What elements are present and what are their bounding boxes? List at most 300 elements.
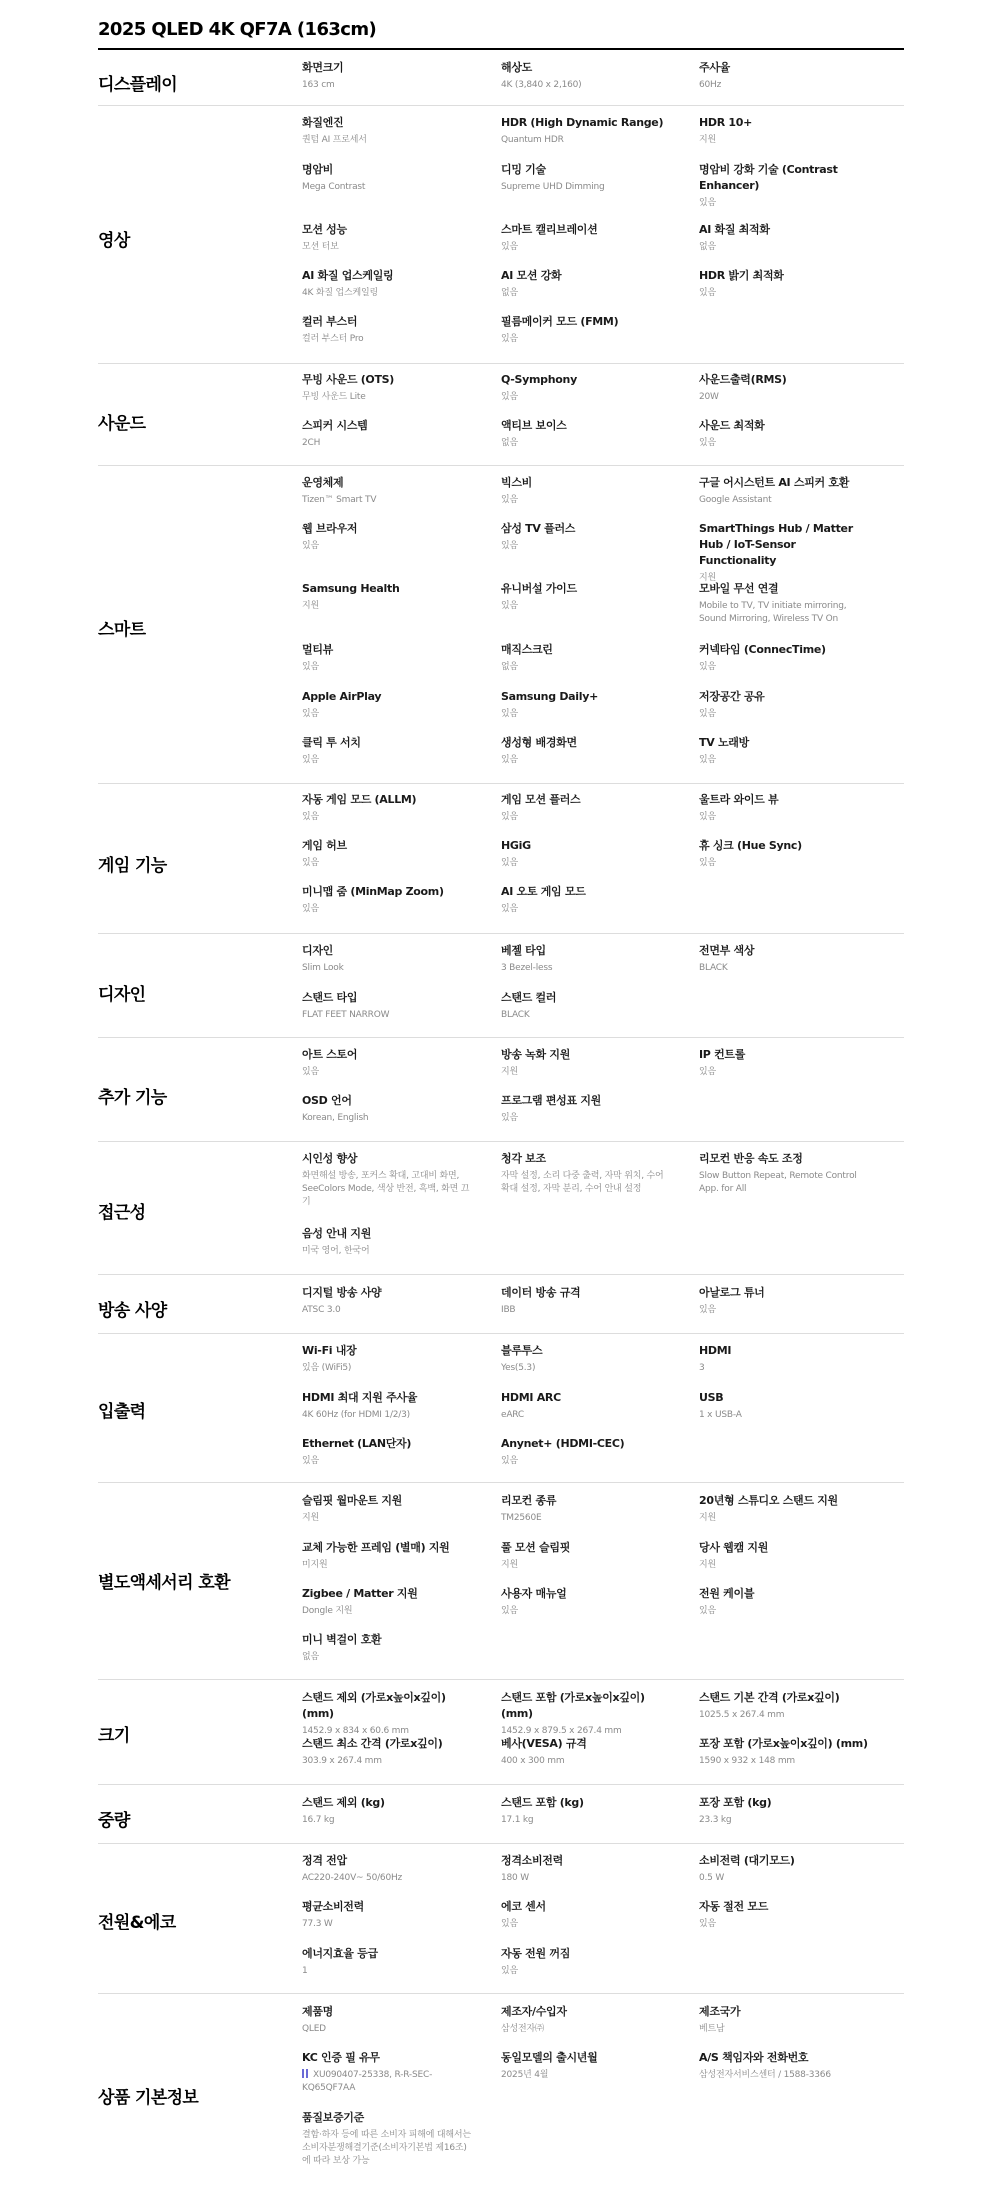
spec-item <box>699 372 869 404</box>
spec-value: 있음 <box>699 198 716 208</box>
spec-value: 있음 <box>699 1919 716 1929</box>
spec-value: 있음 <box>501 1966 518 1976</box>
section-heading: 디스플레이 <box>98 75 178 95</box>
spec-value: 1452.9 x 879.5 x 267.4 mm <box>501 1726 622 1736</box>
spec-value: 미지원 <box>302 1560 328 1570</box>
spec-label: 제조국가 <box>699 2005 741 2018</box>
spec-item <box>501 1285 671 1317</box>
spec-value: 있음 <box>501 541 518 551</box>
spec-label: TV 노래방 <box>699 736 749 749</box>
spec-item <box>501 1436 671 1468</box>
spec-value: Supreme UHD Dimming <box>501 182 605 192</box>
spec-value: 있음 <box>501 755 518 765</box>
spec-item <box>501 990 671 1022</box>
spec-value: 있음 <box>302 709 319 719</box>
spec-label: 리모컨 종류 <box>501 1494 557 1507</box>
spec-value: 지원 <box>699 135 716 145</box>
spec-label: 휴 싱크 (Hue Sync) <box>699 839 802 852</box>
spec-label: 화면크기 <box>302 61 344 74</box>
spec-item <box>699 943 869 975</box>
section-heading: 추가 기능 <box>98 1088 167 1108</box>
spec-item <box>699 162 869 210</box>
spec-value: Dongle 지원 <box>302 1606 353 1616</box>
spec-item <box>501 1390 671 1422</box>
spec-item <box>699 1343 869 1375</box>
spec-label: 스탠드 타입 <box>302 991 358 1004</box>
spec-item <box>699 1540 869 1572</box>
spec-item <box>501 1690 671 1738</box>
spec-label: 디자인 <box>302 944 333 957</box>
spec-label: 베젤 타입 <box>501 944 546 957</box>
spec-item <box>302 990 472 1022</box>
spec-label: 아트 스토어 <box>302 1048 358 1061</box>
spec-item <box>699 222 869 254</box>
spec-value: 화면해설 방송, 포커스 확대, 고대비 화면, SeeColors Mode, 색상 반전, 흑백, 화면 끄기 <box>302 1171 470 1207</box>
spec-label: 프로그램 편성표 지원 <box>501 1094 601 1107</box>
section-divider <box>98 1784 904 1785</box>
spec-item <box>302 372 472 404</box>
spec-item <box>302 1690 472 1738</box>
spec-item <box>501 1795 671 1827</box>
spec-value: 있음 <box>699 662 716 672</box>
spec-label: 에코 센서 <box>501 1900 546 1913</box>
spec-label: 삼성 TV 플러스 <box>501 522 576 535</box>
spec-item <box>699 1795 869 1827</box>
spec-value: 없음 <box>501 288 518 298</box>
spec-label: 슬림핏 월마운트 지원 <box>302 1494 402 1507</box>
spec-item <box>302 884 472 916</box>
spec-label: 블루투스 <box>501 1344 543 1357</box>
spec-item <box>501 1853 671 1885</box>
spec-label: 동일모델의 출시년월 <box>501 2051 598 2064</box>
spec-item <box>699 475 869 507</box>
section-heading: 사운드 <box>98 414 146 434</box>
spec-label: 제조자/수입자 <box>501 2005 567 2018</box>
spec-item <box>302 2050 472 2095</box>
spec-label: 명암비 <box>302 163 333 176</box>
spec-label: 스탠드 제외 (가로x높이x깊이)(mm) <box>302 1691 446 1720</box>
spec-label: HDR 밝기 최적화 <box>699 269 784 282</box>
spec-item <box>501 581 671 613</box>
spec-label: Samsung Health <box>302 582 400 595</box>
spec-item <box>302 475 472 507</box>
spec-label: IP 컨트롤 <box>699 1048 746 1061</box>
spec-label: 품질보증기준 <box>302 2111 364 2124</box>
spec-value: 1590 x 932 x 148 mm <box>699 1756 795 1766</box>
spec-label: HDMI <box>699 1344 732 1357</box>
spec-label: 전면부 색상 <box>699 944 755 957</box>
spec-item <box>501 475 671 507</box>
spec-value: 있음 <box>699 1606 716 1616</box>
spec-item <box>699 418 869 450</box>
spec-label: A/S 책임자와 전화번호 <box>699 2051 809 2064</box>
spec-label: HDMI 최대 지원 주사율 <box>302 1391 418 1404</box>
spec-label: 멀티뷰 <box>302 643 333 656</box>
spec-item <box>501 1946 671 1978</box>
spec-value: Mobile to TV, TV initiate mirroring, Sound Mirroring, Wireless TV On <box>699 601 847 624</box>
spec-value: 있음 <box>501 812 518 822</box>
spec-item <box>302 1390 472 1422</box>
spec-value: 있음 <box>501 904 518 914</box>
spec-item <box>501 642 671 674</box>
spec-item <box>302 1047 472 1079</box>
spec-label: HGiG <box>501 839 531 852</box>
spec-value: IBB <box>501 1305 516 1315</box>
spec-value: Quantum HDR <box>501 135 564 145</box>
spec-value: 있음 <box>699 438 716 448</box>
spec-label: AI 화질 업스케일링 <box>302 269 394 282</box>
spec-value: 삼성전자㈜ <box>501 2024 544 2034</box>
spec-item <box>302 2004 472 2036</box>
spec-item <box>699 838 869 870</box>
spec-item <box>501 521 671 553</box>
spec-label: 게임 허브 <box>302 839 347 852</box>
spec-value: 있음 <box>501 1456 518 1466</box>
section-heading: 입출력 <box>98 1402 146 1422</box>
spec-value: Google Assistant <box>699 495 772 505</box>
spec-item <box>699 2004 869 2036</box>
spec-value: 17.1 kg <box>501 1815 534 1825</box>
spec-value: 163 cm <box>302 80 335 90</box>
spec-item <box>699 792 869 824</box>
spec-item <box>501 1093 671 1125</box>
spec-item <box>302 735 472 767</box>
section-divider <box>98 105 904 106</box>
spec-item <box>699 521 869 585</box>
spec-label: 미니맵 줌 (MinMap Zoom) <box>302 885 444 898</box>
spec-value: 있음 <box>302 1067 319 1077</box>
section-heading: 디자인 <box>98 985 146 1005</box>
spec-item <box>501 60 671 92</box>
page-title: 2025 QLED 4K QF7A (163cm) <box>98 19 377 40</box>
spec-label: 당사 웹캠 지원 <box>699 1541 769 1554</box>
spec-item <box>699 1853 869 1885</box>
spec-value: 있음 <box>302 858 319 868</box>
spec-item <box>501 162 671 194</box>
spec-item <box>302 1736 472 1768</box>
spec-value: 1452.9 x 834 x 60.6 mm <box>302 1726 409 1736</box>
spec-item <box>699 735 869 767</box>
spec-value: ATSC 3.0 <box>302 1305 341 1315</box>
spec-item <box>302 1493 472 1525</box>
spec-value: 16.7 kg <box>302 1815 335 1825</box>
spec-label: 스탠드 최소 간격 (가로x깊이) <box>302 1737 443 1750</box>
spec-value: 있음 <box>501 1113 518 1123</box>
spec-label: Apple AirPlay <box>302 690 382 703</box>
spec-label: 디지털 방송 사양 <box>302 1286 382 1299</box>
spec-value: 컬러 부스터 Pro <box>302 334 364 344</box>
spec-item <box>501 884 671 916</box>
spec-item <box>699 268 869 300</box>
spec-value: 삼성전자서비스센터 / 1588-3366 <box>699 2070 831 2080</box>
spec-label: 포장 포함 (kg) <box>699 1796 772 1809</box>
spec-value: QLED <box>302 2024 326 2034</box>
spec-label: 포장 포함 (가로x높이x깊이) (mm) <box>699 1737 868 1750</box>
spec-value: 지원 <box>302 601 319 611</box>
section-divider <box>98 1333 904 1334</box>
spec-label: 게임 모션 플러스 <box>501 793 581 806</box>
spec-label: 유니버설 가이드 <box>501 582 577 595</box>
spec-value: 4K 화질 업스케일링 <box>302 288 379 298</box>
spec-value: 1 <box>302 1966 308 1976</box>
spec-item <box>699 1899 869 1931</box>
spec-value: 있음 <box>501 334 518 344</box>
spec-item <box>501 2050 671 2082</box>
spec-value: 60Hz <box>699 80 722 90</box>
spec-item <box>302 60 472 92</box>
spec-item <box>699 1690 869 1722</box>
spec-label: 저장공간 공유 <box>699 690 765 703</box>
spec-value: 있음 <box>302 812 319 822</box>
spec-item <box>501 792 671 824</box>
spec-label: Samsung Daily+ <box>501 690 599 703</box>
spec-item <box>699 1285 869 1317</box>
spec-value: 있음 <box>501 601 518 611</box>
spec-value: 77.3 W <box>302 1919 333 1929</box>
spec-label: 클릭 투 서치 <box>302 736 361 749</box>
spec-label: 음성 안내 지원 <box>302 1227 372 1240</box>
section-divider <box>98 933 904 934</box>
spec-item <box>699 2050 869 2082</box>
spec-label: 베사(VESA) 규격 <box>501 1737 587 1750</box>
spec-item <box>302 792 472 824</box>
spec-item <box>302 1540 472 1572</box>
spec-value: Slim Look <box>302 963 344 973</box>
spec-label: 명암비 강화 기술 (Contrast Enhancer) <box>699 163 838 192</box>
section-divider <box>98 1037 904 1038</box>
section-heading: 방송 사양 <box>98 1301 167 1321</box>
spec-value: 지원 <box>699 573 716 583</box>
spec-item <box>302 1946 472 1978</box>
spec-label: 소비전력 (대기모드) <box>699 1854 795 1867</box>
spec-value: 모션 터보 <box>302 242 339 252</box>
spec-label: 스탠드 컬러 <box>501 991 557 1004</box>
spec-value: AC220-240V~ 50/60Hz <box>302 1873 403 1883</box>
spec-value: Tizen™ Smart TV <box>302 495 377 505</box>
spec-item <box>699 1047 869 1079</box>
spec-label: 스탠드 포함 (kg) <box>501 1796 584 1809</box>
spec-item <box>501 372 671 404</box>
spec-label: 빅스비 <box>501 476 532 489</box>
spec-item <box>302 314 472 346</box>
spec-label: 울트라 와이드 뷰 <box>699 793 779 806</box>
spec-label: USB <box>699 1391 724 1404</box>
spec-label: AI 오토 게임 모드 <box>501 885 586 898</box>
spec-value: 지원 <box>501 1067 518 1077</box>
spec-value: 4K 60Hz (for HDMI 1/2/3) <box>302 1410 410 1420</box>
spec-value: 있음 <box>501 1919 518 1929</box>
spec-item <box>302 268 472 300</box>
spec-label: Anynet+ (HDMI-CEC) <box>501 1437 625 1450</box>
spec-label: 평균소비전력 <box>302 1900 364 1913</box>
spec-label: OSD 언어 <box>302 1094 352 1107</box>
spec-item <box>501 1899 671 1931</box>
spec-label: Wi-Fi 내장 <box>302 1344 357 1357</box>
spec-item <box>501 1736 671 1768</box>
spec-item <box>699 1390 869 1422</box>
spec-item <box>302 1632 472 1664</box>
section-divider <box>98 465 904 466</box>
spec-item <box>501 1151 671 1196</box>
spec-item <box>302 1586 472 1618</box>
spec-item <box>699 581 869 626</box>
spec-item <box>302 2110 472 2168</box>
spec-value: 있음 <box>501 495 518 505</box>
spec-label: 풀 모션 슬림핏 <box>501 1541 571 1554</box>
spec-label: 구글 어시스턴트 AI 스피커 호환 <box>699 476 850 489</box>
spec-item <box>302 1899 472 1931</box>
spec-item <box>699 1151 869 1196</box>
spec-label: HDR 10+ <box>699 116 753 129</box>
spec-value: 있음 <box>302 904 319 914</box>
spec-label: 20년형 스튜디오 스탠드 지원 <box>699 1494 838 1507</box>
kc-mark-icon <box>302 2069 310 2078</box>
section-heading: 상품 기본정보 <box>98 2088 199 2108</box>
spec-item <box>302 1795 472 1827</box>
spec-label: 운영체제 <box>302 476 344 489</box>
spec-value: 있음 <box>302 662 319 672</box>
section-divider <box>98 1482 904 1483</box>
section-divider <box>98 363 904 364</box>
spec-value: 자막 설정, 소리 다중 출력, 자막 위치, 수어 확대 설정, 자막 분리, 수어 안내 설정 <box>501 1171 664 1194</box>
spec-value: 지원 <box>501 1560 518 1570</box>
spec-item <box>302 1343 472 1375</box>
spec-value: 있음 <box>302 755 319 765</box>
spec-item <box>302 1226 472 1258</box>
spec-item <box>699 1493 869 1525</box>
spec-label: 디밍 기술 <box>501 163 546 176</box>
section-divider <box>98 1993 904 1994</box>
spec-label: 필름메이커 모드 (FMM) <box>501 315 619 328</box>
section-divider <box>98 1679 904 1680</box>
spec-item <box>501 735 671 767</box>
spec-label: 데이터 방송 규격 <box>501 1286 581 1299</box>
spec-value: 있음 <box>699 709 716 719</box>
spec-label: 해상도 <box>501 61 532 74</box>
spec-value: Slow Button Repeat, Remote Control App. for All <box>699 1171 857 1194</box>
section-divider <box>98 1843 904 1844</box>
spec-value: 있음 <box>699 1067 716 1077</box>
spec-item <box>302 642 472 674</box>
spec-item <box>501 1343 671 1375</box>
spec-label: 스탠드 제외 (kg) <box>302 1796 385 1809</box>
spec-item <box>302 689 472 721</box>
spec-value: 지원 <box>699 1560 716 1570</box>
title-divider <box>98 48 904 50</box>
spec-value: 있음 <box>501 858 518 868</box>
spec-item <box>699 642 869 674</box>
spec-value: 있음 <box>699 1305 716 1315</box>
section-divider <box>98 1274 904 1275</box>
spec-label: 사용자 매뉴얼 <box>501 1587 567 1600</box>
spec-value: FLAT FEET NARROW <box>302 1010 390 1020</box>
spec-item <box>699 1736 869 1768</box>
spec-value: 결함·하자 등에 따른 소비자 피해에 대해서는 소비자분쟁해결기준(소비자기본법 제16조)에 따라 보상 가능 <box>302 2130 471 2166</box>
spec-label: 리모컨 반응 속도 조정 <box>699 1152 803 1165</box>
spec-value: eARC <box>501 1410 524 1420</box>
spec-item <box>302 162 472 194</box>
spec-item <box>501 1540 671 1572</box>
spec-item <box>302 1853 472 1885</box>
spec-value: 있음 <box>699 755 716 765</box>
spec-item <box>302 115 472 147</box>
spec-label: 미니 벽걸이 호환 <box>302 1633 382 1646</box>
spec-label: 정격소비전력 <box>501 1854 563 1867</box>
spec-value: 베트남 <box>699 2024 725 2034</box>
spec-value: 있음 <box>699 812 716 822</box>
spec-label: SmartThings Hub / Matter Hub / IoT-Sensor Functionality <box>699 522 853 567</box>
spec-label: 생성형 배경화면 <box>501 736 577 749</box>
spec-item <box>302 1093 472 1125</box>
spec-value-text: XU090407-25338, R-R-SEC-KQ65QF7AA <box>302 2070 433 2093</box>
spec-label: Ethernet (LAN단자) <box>302 1437 412 1450</box>
spec-value: 있음 <box>699 288 716 298</box>
spec-label: HDMI ARC <box>501 1391 561 1404</box>
spec-label: 제품명 <box>302 2005 333 2018</box>
spec-item <box>501 268 671 300</box>
spec-value: BLACK <box>501 1010 530 1020</box>
spec-label: 스마트 캘리브레이션 <box>501 223 598 236</box>
spec-item <box>302 1436 472 1468</box>
spec-label: 웹 브라우저 <box>302 522 358 535</box>
section-heading: 별도액세서리 호환 <box>98 1573 230 1593</box>
spec-value: 없음 <box>501 662 518 672</box>
spec-value: 있음 <box>302 541 319 551</box>
spec-value: 지원 <box>302 1513 319 1523</box>
spec-label: 매직스크린 <box>501 643 553 656</box>
section-heading: 중량 <box>98 1811 130 1831</box>
spec-label: AI 화질 최적화 <box>699 223 770 236</box>
spec-item <box>302 838 472 870</box>
section-heading: 스마트 <box>98 620 146 640</box>
spec-value: 1 x USB-A <box>699 1410 742 1420</box>
spec-item <box>699 115 869 147</box>
spec-value: 2CH <box>302 438 321 448</box>
spec-label: 자동 전원 꺼짐 <box>501 1947 571 1960</box>
spec-item <box>501 1493 671 1525</box>
spec-label: 스피커 시스템 <box>302 419 368 432</box>
spec-item <box>501 838 671 870</box>
spec-label: 스탠드 포함 (가로x높이x깊이) (mm) <box>501 1691 645 1720</box>
spec-value: 3 Bezel-less <box>501 963 553 973</box>
spec-value: 0.5 W <box>699 1873 725 1883</box>
spec-value: 400 x 300 mm <box>501 1756 565 1766</box>
spec-value: 지원 <box>699 1513 716 1523</box>
spec-label: 액티브 보이스 <box>501 419 567 432</box>
spec-label: 무빙 사운드 (OTS) <box>302 373 395 386</box>
spec-value: 없음 <box>302 1652 319 1662</box>
spec-label: 전원 케이블 <box>699 1587 755 1600</box>
spec-value: BLACK <box>699 963 728 973</box>
spec-item <box>501 222 671 254</box>
spec-item <box>501 115 671 147</box>
section-heading: 크기 <box>98 1726 130 1746</box>
spec-item <box>302 222 472 254</box>
spec-item <box>699 60 869 92</box>
spec-label: 사운드 최적화 <box>699 419 765 432</box>
spec-item <box>699 1586 869 1618</box>
spec-item <box>501 2004 671 2036</box>
spec-value: 20W <box>699 392 719 402</box>
spec-value: 있음 <box>501 709 518 719</box>
section-divider <box>98 1141 904 1142</box>
spec-item <box>501 418 671 450</box>
spec-label: 컬러 부스터 <box>302 315 358 328</box>
spec-value: 180 W <box>501 1873 529 1883</box>
spec-label: 방송 녹화 지원 <box>501 1048 571 1061</box>
spec-item <box>302 1285 472 1317</box>
spec-label: 정격 전압 <box>302 1854 347 1867</box>
